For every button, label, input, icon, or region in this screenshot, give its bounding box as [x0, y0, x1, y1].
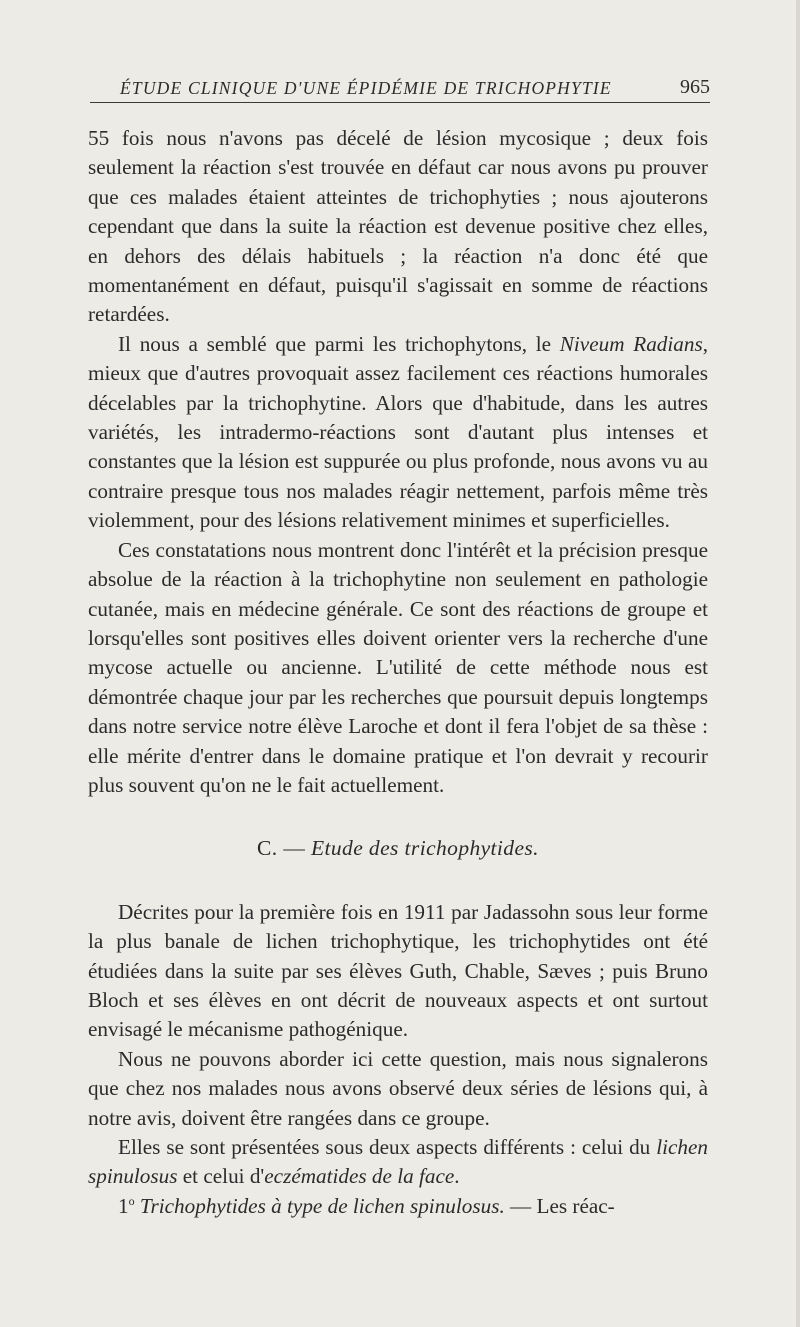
paragraph-3: Ces constatations nous montrent donc l'intérêt et la précision presque absolue de la réaction à la trichophytine non seulement en pathologie cutanée, mais en médecine générale. Ce sont des réactions de groupe et lorsqu'elles sont positives elles doivent orienter vers la recherche d'une mycose actuelle ou ancienne. L'utilité de cette méthode nous est démontrée chaque jour par les recherches que poursuit depuis longtemps dans notre service notre élève Laroche et dont il fera l'objet de sa thèse : elle mérite d'entrer dans le domaine pratique et l'on devrait y recourir plus souvent qu'on ne le fait actuellement. — [88, 537, 708, 797]
species-name: Niveum Radians — [559, 331, 703, 356]
item-number: 1 — [118, 1193, 129, 1218]
paragraph-5: Nous ne pouvons aborder ici cette question, mais nous signalerons que chez nos malades nous avons observé deux séries de lésions qui, à notre avis, doivent être rangées dans ce groupe. — [88, 1046, 708, 1130]
paragraph-2-rest: , mieux que d'autres provoquait assez facilement ces réactions humorales décelables par la trichophytine. Alors que d'habitude, dans les autres variétés, les intradermo-réactions sont d'autant plus intenses et constantes que la lésion est suppurée ou plus profonde, nous avons vu au contraire presque tous nos malades réagir nettement, parfois même très violemment, pour des lésions relativement minimes et superficielles. — [88, 331, 708, 533]
paragraph-6-start: Elles se sont présentées sous deux aspects différents : celui du — [118, 1135, 657, 1159]
term-eczematides: eczématides de la face — [264, 1164, 455, 1189]
paragraph-2 — [88, 330, 708, 536]
paragraph-7 — [88, 1192, 708, 1221]
paragraph-1: 55 fois nous n'avons pas décelé de lésion mycosique ; deux fois seulement la réaction s'est trouvée en défaut car nous avons pu prouver que ces malades étaient atteintes de trichophyties ; nous ajouterons cependant que dans la suite la réaction est devenue positive chez elles, en dehors des délais habituels ; la réaction n'a donc été que momentanément en défaut, puisqu'il s'agissait en somme de réactions retardées. — [88, 126, 708, 327]
page-number: 965 — [680, 76, 710, 98]
paragraph-2-start: Il nous a semblé que parmi les trichophytons, le — [118, 331, 560, 356]
subsection-title: Trichophytides à type de lichen spinulosus. — [134, 1193, 505, 1218]
paragraph-6-middle: et celui d' — [177, 1164, 265, 1189]
page-header — [90, 76, 710, 103]
ordinal-mark: o — [128, 1193, 135, 1208]
body-text — [88, 124, 708, 1221]
page-edge — [796, 0, 800, 1327]
paragraph-6 — [88, 1133, 708, 1192]
section-heading — [88, 834, 708, 863]
term-lichen-spinulosus: lichen spinulosus — [88, 1135, 708, 1189]
paragraph-7-rest: — Les réac- — [504, 1193, 615, 1218]
section-letter: C. — — [257, 836, 311, 861]
paragraph-4: Décrites pour la première fois en 1911 par Jadassohn sous leur forme la plus banale de lichen trichophytique, les trichophytides ont été étudiées dans la suite par ses élèves Guth, Chable, Sæves ; puis Bruno Bloch et ses élèves en ont décrit de nouveaux aspects et ont surtout envisagé le mécanisme pathogénique. — [88, 899, 708, 1042]
section-title: Etude des trichophytides. — [311, 836, 539, 861]
running-head: ÉTUDE CLINIQUE D'UNE ÉPIDÉMIE DE TRICHOPHYTIE — [120, 78, 612, 98]
paragraph-6-end: . — [454, 1164, 460, 1189]
